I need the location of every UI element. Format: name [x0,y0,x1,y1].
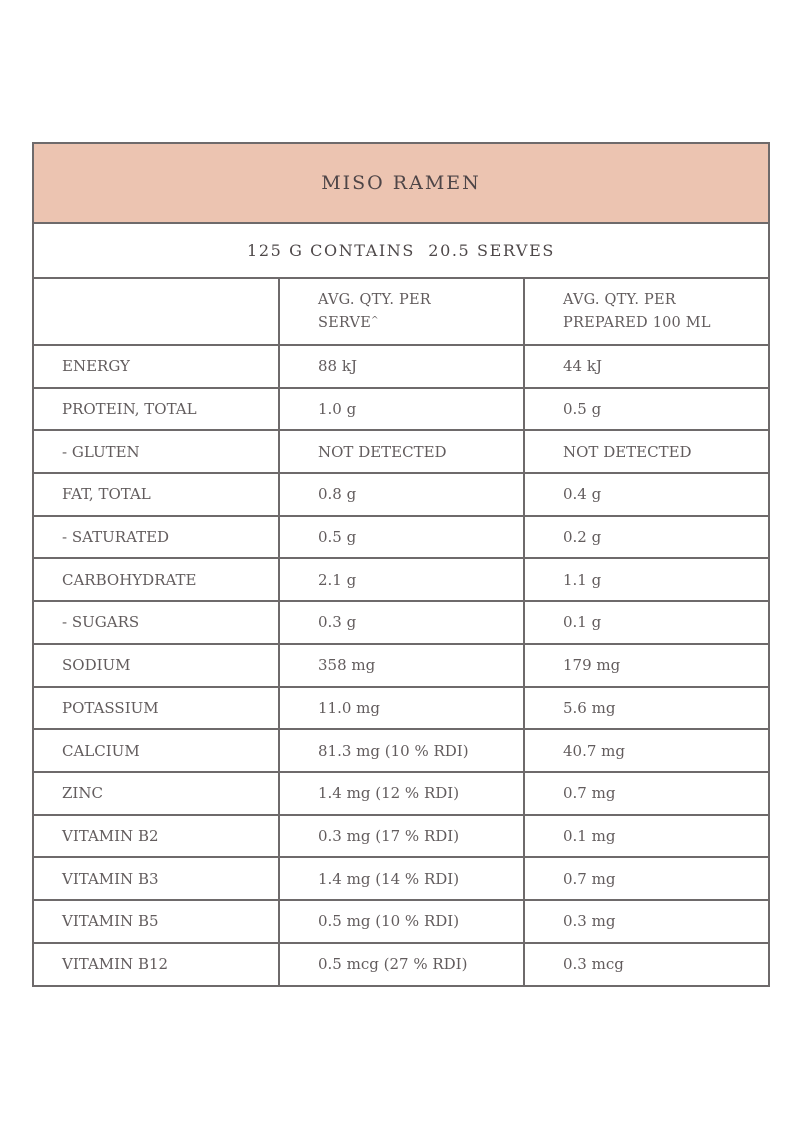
per-100ml-value: 5.6 mg [524,687,768,730]
nutrient-name: VITAMIN B12 [34,943,279,986]
header-nutrient [34,279,279,345]
footnote-mark: ^ [370,315,379,326]
table-row [34,687,768,730]
per-serve-value: 0.8 g [279,473,524,516]
per-100ml-value: 0.7 mg [524,857,768,900]
per-100ml-value: 44 kJ [524,345,768,388]
per-serve-value: 11.0 mg [279,687,524,730]
table-row [34,644,768,687]
per-serve-value: 81.3 mg (10 % RDI) [279,729,524,772]
header-per-serve-line1: AVG. QTY. PER [318,291,431,308]
per-serve-value: 0.5 mg (10 % RDI) [279,900,524,943]
nutrient-name: - GLUTEN [34,430,279,473]
table-header-row [34,279,768,345]
per-100ml-value: 0.3 mg [524,900,768,943]
table-row [34,601,768,644]
header-per-100ml [524,279,768,345]
header-per-serve [279,279,524,345]
table-row [34,430,768,473]
per-100ml-value: 40.7 mg [524,729,768,772]
per-100ml-value: 0.3 mcg [563,955,624,974]
table-row [34,943,768,986]
nutrient-name: PROTEIN, TOTAL [34,388,279,431]
per-100ml-value: 0.1 g [524,601,768,644]
per-serve-value: 358 mg [279,644,524,687]
nutrient-name: CARBOHYDRATE [34,558,279,601]
per-100ml-value: 0.7 mg [524,772,768,815]
nutrition-table [34,279,768,985]
header-per-100ml-line2: PREPARED 100 ML [563,314,711,331]
table-row [34,900,768,943]
nutrient-name: CALCIUM [34,729,279,772]
table-row [34,857,768,900]
nutrient-name: ZINC [34,772,279,815]
table-row [34,345,768,388]
table-row [34,729,768,772]
per-serve-value: 0.3 g [279,601,524,644]
table-row [34,388,768,431]
per-100ml-value: NOT DETECTED [524,430,768,473]
per-100ml-value: 0.4 g [524,473,768,516]
nutrient-name: VITAMIN B3 [34,857,279,900]
table-row [34,558,768,601]
per-serve-value: 2.1 g [279,558,524,601]
table-row [34,473,768,516]
table-row [34,516,768,559]
per-100ml-value: 1.1 g [524,558,768,601]
nutrient-name: POTASSIUM [34,687,279,730]
per-serve-value: 0.3 mg (17 % RDI) [279,815,524,858]
per-100ml-value: 0.5 g [524,388,768,431]
nutrient-name: - SATURATED [34,516,279,559]
table-row [34,772,768,815]
nutrient-name: - SUGARS [34,601,279,644]
per-100ml-value: 0.2 g [524,516,768,559]
nutrient-name: ENERGY [34,345,279,388]
product-title: MISO RAMEN [34,144,768,224]
nutrition-panel [32,142,770,987]
per-100ml-value: 179 mg [524,644,768,687]
nutrient-name: FAT, TOTAL [34,473,279,516]
per-serve-value: 1.0 g [279,388,524,431]
table-row [34,815,768,858]
nutrient-name: VITAMIN B2 [34,815,279,858]
per-serve-value: NOT DETECTED [279,430,524,473]
serves-info: 125 G CONTAINS 20.5 SERVES [34,224,768,279]
header-per-serve-line2: SERVE [318,314,371,331]
per-serve-value: 0.5 g [279,516,524,559]
header-per-100ml-line1: AVG. QTY. PER [563,291,676,308]
nutrient-name: SODIUM [34,644,279,687]
per-serve-value: 88 kJ [279,345,524,388]
per-serve-value: 1.4 mg (14 % RDI) [279,857,524,900]
per-serve-value: 0.5 mcg (27 % RDI) [279,943,524,986]
nutrient-name: VITAMIN B5 [34,900,279,943]
per-serve-value: 1.4 mg (12 % RDI) [279,772,524,815]
per-100ml-value: 0.1 mg [524,815,768,858]
